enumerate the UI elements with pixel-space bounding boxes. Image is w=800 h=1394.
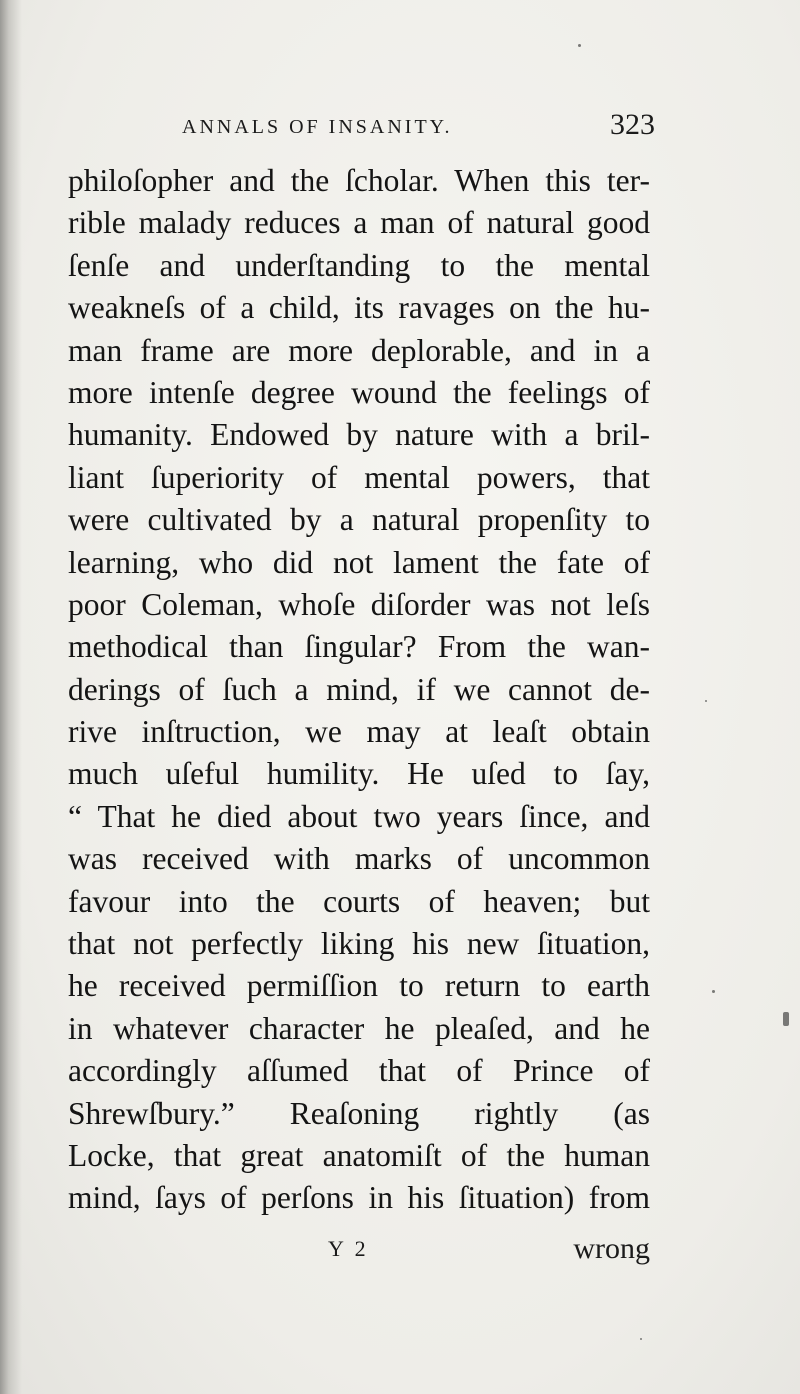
text-line: rible malady reduces a man of natural good [68, 205, 650, 241]
text-line: mind, ſays of perſons in his ſituation) from [68, 1180, 650, 1216]
text-line: methodical than ſingular? From the wan- [68, 629, 650, 665]
text-line: Locke, that great anatomiſt of the human [68, 1137, 650, 1173]
text-line: in whatever character he pleaſed, and he [68, 1010, 650, 1046]
text-line: philoſopher and the ſcholar. When this ter- [68, 163, 650, 198]
text-line: much uſeful humility. He uſed to ſay, [68, 756, 650, 792]
running-title: ANNALS OF INSANITY. [182, 116, 453, 138]
paper-speck [712, 990, 715, 993]
paper-speck [640, 1338, 642, 1340]
body-text [68, 160, 650, 1220]
text-line: Shrewſbury.” Reaſoning rightly (as [68, 1095, 650, 1131]
text-line: was received with marks of uncommon [68, 841, 650, 877]
text-line: he received permiſſion to return to earth [68, 968, 650, 1004]
page-footer [70, 1232, 650, 1272]
text-line: that not perfectly liking his new ſituation, [68, 926, 650, 962]
text-line: poor Coleman, whoſe diſorder was not leſs [68, 586, 650, 622]
paper-speck [578, 44, 581, 47]
text-line: derings of ſuch a mind, if we cannot de- [68, 671, 650, 707]
text-line: weakneſs of a child, its ravages on the hu- [68, 290, 650, 326]
paper-speck [705, 700, 707, 702]
text-line: learning, who did not lament the fate of [68, 544, 650, 580]
text-line: man frame are more deplorable, and in a [68, 332, 650, 368]
signature-mark: Y 2 [328, 1236, 369, 1261]
running-head [70, 108, 655, 148]
catchword: wrong [573, 1232, 650, 1265]
page-number: 323 [610, 108, 655, 141]
gutter-shadow [0, 0, 22, 1394]
text-line: ſenſe and underſtanding to the mental [68, 247, 650, 283]
text-line: accordingly aſſumed that of Prince of [68, 1053, 650, 1089]
text-line: rive inſtruction, we may at leaſt obtain [68, 714, 650, 750]
text-line: liant ſuperiority of mental powers, that [68, 459, 650, 495]
text-line: “ That he died about two years ſince, and [68, 798, 650, 834]
paper-speck [783, 1012, 789, 1026]
text-line: favour into the courts of heaven; but [68, 883, 650, 919]
text-line: humanity. Endowed by nature with a bril- [68, 417, 650, 453]
text-line: more intenſe degree wound the feelings of [68, 374, 650, 410]
text-line: were cultivated by a natural propenſity to [68, 502, 650, 538]
